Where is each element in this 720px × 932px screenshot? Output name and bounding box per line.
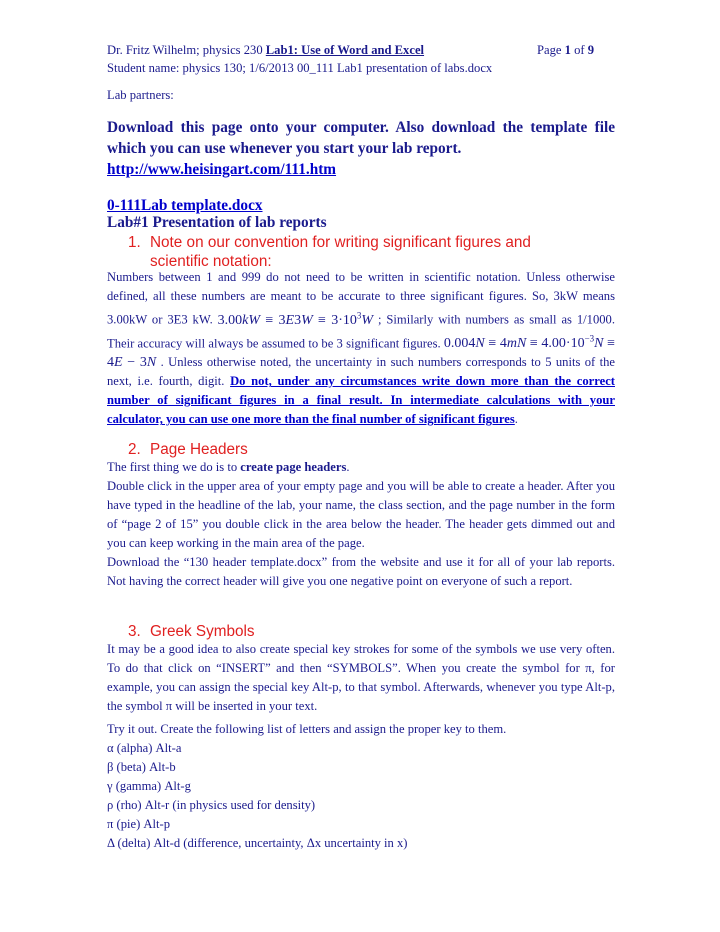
list-item: π (pie) Alt-p [107, 817, 171, 831]
list-item: Δ (delta) Alt-d (difference, uncertainty, Δx uncertainty in x) [107, 836, 408, 850]
section2-intro: The first thing we do is to create page headers. [107, 460, 350, 474]
section2-title: 2. Page Headers [128, 441, 248, 458]
section3-title: 3. Greek Symbols [128, 623, 255, 640]
list-item: ρ (rho) Alt-r (in physics used for density) [107, 798, 316, 812]
page-header-line2: Student name: physics 130; 1/6/2013 00_111 Lab1 presentation of labs.docx [107, 61, 493, 75]
equation-newton: $0.004N \equiv 4mN \equiv 4.00\cdot 10^{-3}N \equiv 4E - 3N$ [107, 333, 615, 371]
list-item: α (alpha) Alt-a [107, 741, 182, 755]
lab-heading: Lab#1 Presentation of lab reports [107, 214, 327, 231]
significant-figures-warning: Do not, under any circumstances write down more than the correct number of significant figures in a final result. In intermediate calculations with your calculator, you can use one more than the final number of significant figures [107, 374, 615, 427]
list-item: γ (gamma) Alt-g [107, 779, 191, 793]
download-url [107, 159, 615, 180]
header-page-number: Page 1 of 9 [537, 43, 595, 57]
section1-body: Numbers between 1 and 999 do not need to be written in scientific notation. Unless otherwise defined, all these numbers are meant to be accurate to three significant figures. So, 3kW means 3.00kW or 3E3 kW. $3.00kW \equiv 3E3W \equiv 3\cdot 10^3W$ ; Similarly with numbers as small as 1/1000. Their accuracy will always be assumed to be 3 significant figures. $0.004N \equiv 4mN \equiv 4.00\cdot 10^{-3}N \equiv 4E - 3N$ . Unless otherwise noted, the uncertainty in such numbers corresponds to 5 units of the next, i.e. fourth, digit. Do not, under any circumstances write down more than the correct number of significant figures in a final result. In intermediate calculations with your calculator, you can use one more than the final number of significant figures. [107, 270, 615, 427]
header-author: Dr. Fritz Wilhelm; physics 230 [107, 43, 266, 57]
page-header-line1 [107, 41, 615, 59]
list-item: β (beta) Alt-b [107, 760, 176, 774]
download-instructions: Download this page onto your computer. Also download the template file which you can use whenever you start your lab report. [107, 119, 615, 157]
section3-try-it: Try it out. Create the following list of letters and assign the proper key to them. [107, 722, 507, 736]
download-url-link[interactable]: http://www.heisingart.com/111.htm [107, 161, 337, 178]
section1-title: 1. Note on our convention for writing significant figures and scientific notation: [128, 234, 531, 270]
template-link[interactable]: 0-111Lab template.docx [107, 197, 263, 214]
greek-symbol-list [107, 739, 615, 853]
section3-body: It may be a good idea to also create special key strokes for some of the symbols we use very often. To do that click on “INSERT” and then “SYMBOLS”. When you create the symbol for π, for example, you can assign the special key Alt-p, to that symbol. Afterwards, whenever you type Alt-p, the symbol π will be inserted in your text. [107, 642, 615, 713]
section2-header-instructions: Double click in the upper area of your empty page and you will be able to create a header. After you have typed in the headline of the lab, your name, the class section, and the page number in the form of “page 2 of 15” you double click in the area below the header. The header gets dimmed out and you can keep working in the main area of the page. [107, 479, 615, 550]
section2-template-instructions: Download the “130 header template.docx” from the website and use it for all of your lab reports. Not having the correct header will give you one negative point on everyone of such a report. [107, 555, 615, 588]
equation-kw: $3.00kW \equiv 3E3W \equiv 3\cdot 10^3W$ [217, 310, 374, 328]
lab-partners-label: Lab partners: [107, 88, 174, 102]
header-lab-title: Lab1: Use of Word and Excel [265, 43, 425, 57]
